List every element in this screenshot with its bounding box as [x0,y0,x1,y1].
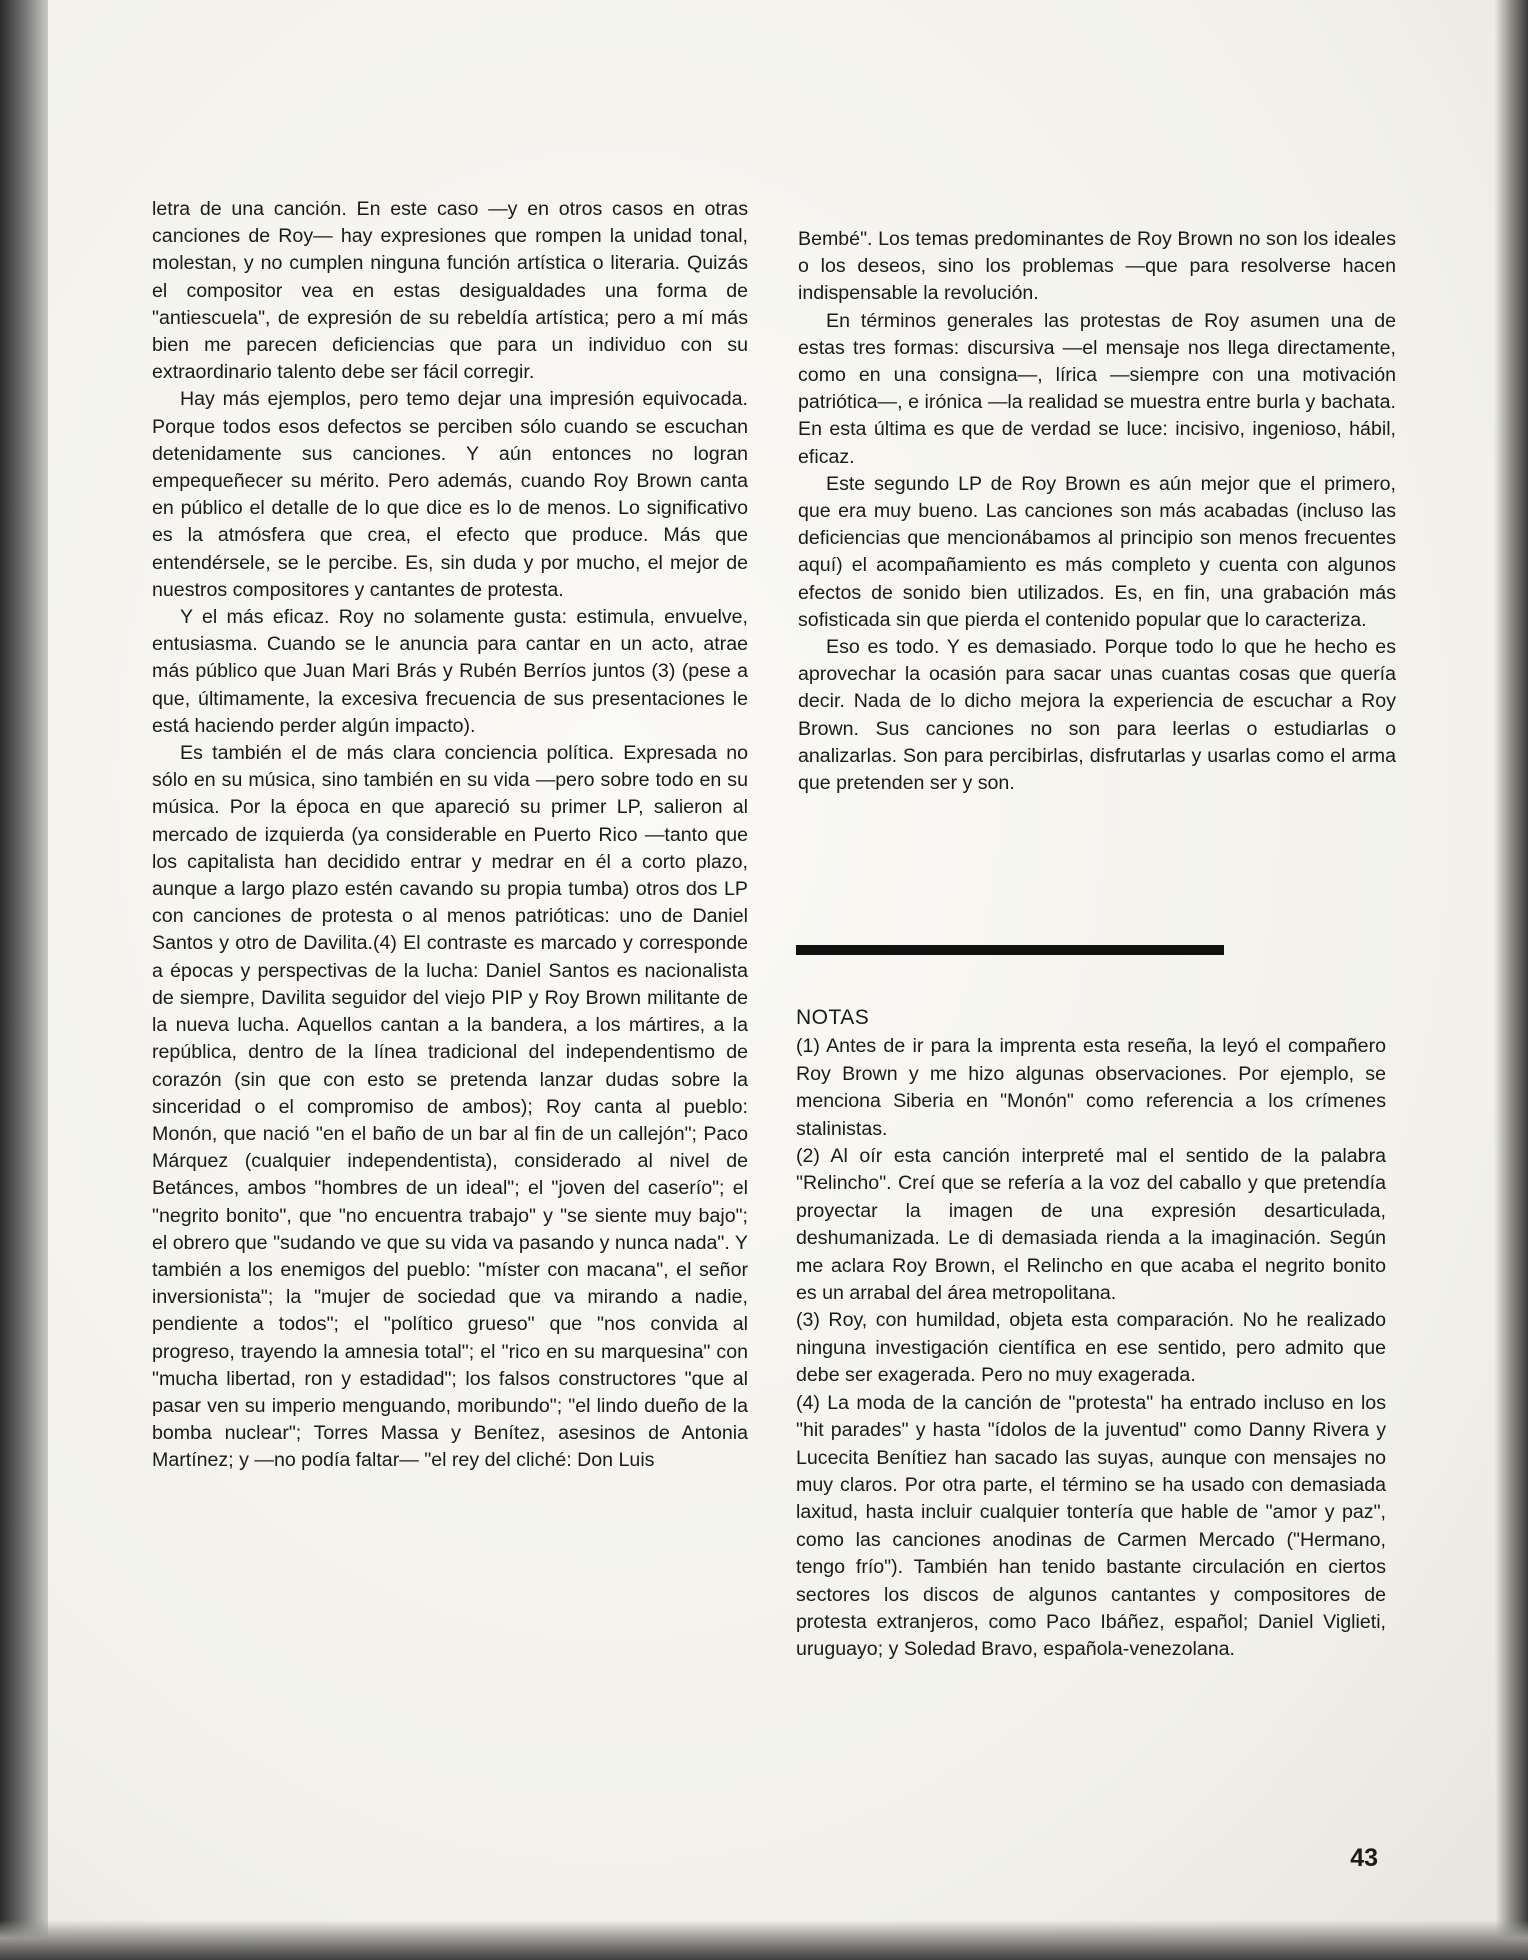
paragraph: letra de una canción. En este caso —y en otros casos en otras canciones de Roy— hay expresiones que rompen la unidad tonal, molestan, y no cumplen ninguna función artística o literaria. Quizás el compositor vea en estas desigualdades una forma de "antiescuela", de expresión de su rebeldía artística; pero a mí más bien me parecen deficiencias que para un individuo con su extraordinario talento debe ser fácil corregir. [152,198,748,384]
right-text-column [798,226,1396,797]
paragraph: Eso es todo. Y es demasiado. Porque todo lo que he hecho es aprovechar la ocasión para sacar unas cuantas cosas que quería decir. Nada de lo dicho mejora la experiencia de escuchar a Roy Brown. Sus canciones no son para leerlas o estudiarlas o analizarlas. Son para percibirlas, disfrutarlas y usarlas como el arma que pretenden ser y son. [798,636,1396,795]
scan-edge-left [0,0,48,1960]
paragraph: En términos generales las protestas de Roy asumen una de estas tres formas: discursiva —el mensaje nos llega directamente, como en una consigna—, lírica —siempre con una motivación patriótica—, e irónica —la realidad se muestra entre burla y bachata. En esta última es que de verdad se luce: incisivo, ingenioso, hábil, eficaz. [798,309,1396,468]
scan-edge-right [1494,0,1528,1960]
notes-section [796,1004,1386,1664]
notes-heading: NOTAS [796,1006,870,1029]
note-item: (4) La moda de la canción de "protesta" ha entrado incluso en los "hit parades" y hasta "ídolos de la juventud" como Danny Rivera y Lucecita Benítiez han sacado las suyas, aunque con mensajes no muy claros. Por otra parte, el término se ha usado con demasiada laxitud, hasta incluir cualquier tontería que hable de "amor y paz", como las canciones anodinas de Carmen Mercado ("Hermano, tengo frío"). También han tenido bastante circulación en ciertos sectores los discos de algunos cantantes y compositores de protesta extranjeros, como Paco Ibáñez, español; Daniel Viglieti, uruguayo; y Soledad Bravo, española-venezolana. [796,1391,1386,1661]
paragraph: Este segundo LP de Roy Brown es aún mejor que el primero, que era muy bueno. Las canciones son más acabadas (incluso las deficiencias que mencionábamos al principio son menos frecuentes aquí) el acompañamiento es más completo y cuenta con algunos efectos de sonido bien utilizados. Es, en fin, una grabación más sofisticada sin que pierda el contenido popular que lo caracteriza. [798,472,1396,631]
paragraph: Es también el de más clara conciencia política. Expresada no sólo en su música, sino también en su vida —pero sobre todo en su música. Por la época en que apareció su primer LP, salieron al mercado de izquierda (ya considerable en Puerto Rico —tanto que los capitalista han decidido entrar y medrar en él a corto plazo, aunque a largo plazo estén cavando su propia tumba) otros dos LP con canciones de protesta o al menos patrióticas: uno de Daniel Santos y otro de Davilita.(4) El contraste es marcado y corresponde a épocas y perspectivas de la lucha: Daniel Santos es nacionalista de siempre, Davilita seguidor del viejo PIP y Roy Brown militante de la nueva lucha. Aquellos cantan a la bandera, a los mártires, a la república, dentro de la línea tradicional del independentismo de corazón (sin que con esto se pretenda lanzar dudas sobre la sinceridad o el compromiso de ambos); Roy canta al pueblo: Monón, que nació "en el baño de un bar al fin de un callejón"; Paco Márquez (cualquier independentista), considerado al nivel de Betánces, ambos "hombres de un ideal"; el "joven del caserío"; el "negrito bonito", que "no encuentra trabajo" y "se siente muy bajo"; el obrero que "sudando ve que su vida va pasando y nunca nada". Y también a los enemigos del pueblo: "míster con macana", el señor inversionista"; la "mujer de sociedad que va mirando a nadie, pendiente a todos"; el "político grueso" que "nos convida al progreso, trayendo la amnesia total"; el "rico en su marquesina" con "mucha libertad, ron y estadidad"; los falsos constructores "que al pasar ven su imperio menguando, moribundo"; "el lindo dueño de la bomba nuclear"; Torres Massa y Benítez, asesinos de Antonia Martínez; y —no podía faltar— "el rey del cliché: Don Luis [152,742,748,1472]
page-number: 43 [1350,1844,1378,1872]
paragraph: Hay más ejemplos, pero temo dejar una impresión equivocada. Porque todos esos defectos se perciben sólo cuando se escuchan detenidamente sus canciones. Y aún entonces no logran empequeñecer su mérito. Pero además, cuando Roy Brown canta en público el detalle de lo que dice es lo de menos. Lo significativo es la atmósfera que crea, el efecto que produce. Más que entendérsele, se le percibe. Es, sin duda y por mucho, el mejor de nuestros compositores y cantantes de protesta. [152,388,748,601]
paragraph: Bembé". Los temas predominantes de Roy Brown no son los ideales o los deseos, sino los problemas —que para resolverse hacen indispensable la revolución. [798,228,1396,305]
left-text-column [152,196,748,1475]
note-item: (1) Antes de ir para la imprenta esta reseña, la leyó el compañero Roy Brown y me hizo algunas observaciones. Por ejemplo, se menciona Siberia en "Monón" como referencia a los crímenes stalinistas. [796,1035,1386,1140]
scan-edge-bottom [0,1920,1528,1960]
paragraph: Y el más eficaz. Roy no solamente gusta: estimula, envuelve, entusiasma. Cuando se le anuncia para cantar en un acto, atrae más público que Juan Mari Brás y Rubén Berríos juntos (3) (pese a que, últimamente, la excesiva frecuencia de sus presentaciones le está haciendo perder algún impacto). [152,606,748,737]
note-item: (3) Roy, con humildad, objeta esta comparación. No he realizado ninguna investigación científica en ese sentido, pero admito que debe ser exagerada. Pero no muy exagerada. [796,1309,1386,1387]
note-item: (2) Al oír esta canción interpreté mal el sentido de la palabra "Relincho". Creí que se refería a la voz del caballo y que pretendía proyectar la imagen de una expresión desarticulada, deshumanizada. Le di demasiada rienda a la imaginación. Según me aclara Roy Brown, el Relincho en que acaba el negrito bonito es un arrabal del área metropolitana. [796,1145,1386,1305]
section-divider-rule [796,945,1224,955]
